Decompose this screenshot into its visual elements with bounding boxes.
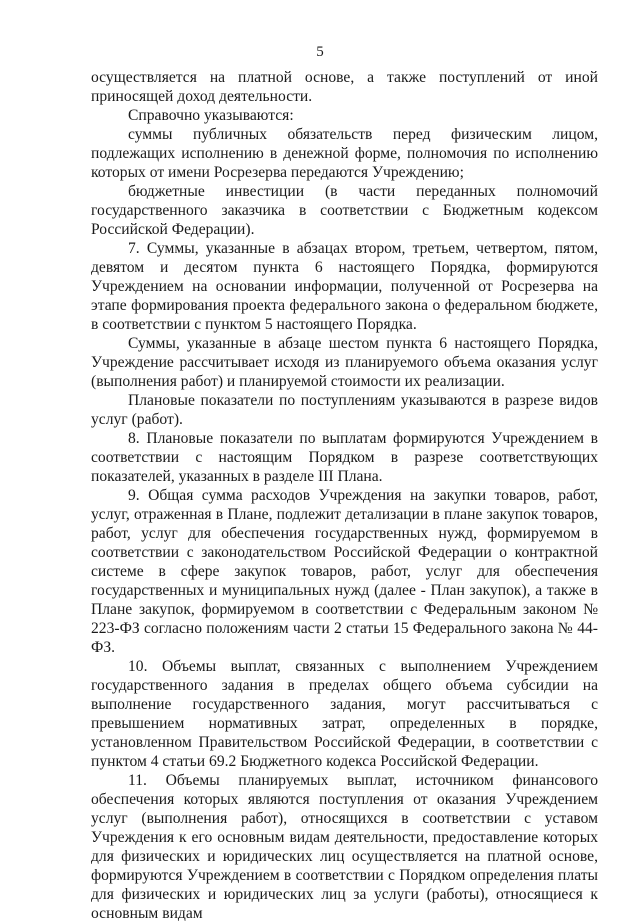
document-body — [91, 68, 598, 923]
page-number: 5 — [316, 44, 324, 60]
paragraph: 8. Плановые показатели по выплатам формируются Учреждением в соответствии с настоящим Порядком в разрезе соответствующих показателей, указанных в разделе III Плана. — [91, 430, 598, 485]
paragraph: 10. Объемы выплат, связанных с выполнением Учреждением государственного задания в пределах общего объема субсидии на выполнение государственного задания, могут рассчитываться с превышением нормативных затрат, определенных в порядке, установленном Правительством Российской Федерации, в соответствии с пунктом 4 статьи 69.2 Бюджетного кодекса Российской Федерации. — [91, 658, 598, 770]
paragraph: 9. Общая сумма расходов Учреждения на закупки товаров, работ, услуг, отраженная в Плане, подлежит детализации в плане закупок товаров, работ, услуг для обеспечения государственных нужд, формируемом в соответствии с законодательством Российской Федерации о контрактной системе в сфере закупок товаров, работ, услуг для обеспечения государственных и муниципальных нужд (далее - План закупок), а также в Плане закупок, формируемом в соответствии с Федеральным законом № 223-ФЗ согласно положениям части 2 статьи 15 Федерального закона № 44-ФЗ. — [91, 487, 598, 656]
paragraph: осуществляется на платной основе, а также поступлений от иной приносящей доход деятельности. — [91, 69, 598, 105]
paragraph: Суммы, указанные в абзаце шестом пункта 6 настоящего Порядка, Учреждение рассчитывает исходя из планируемого объема оказания услуг (выполнения работ) и планируемой стоимости их реализации. — [91, 335, 598, 390]
paragraph: 11. Объемы планируемых выплат, источником финансового обеспечения которых являются поступления от оказания Учреждением услуг (выполнения работ), относящихся в соответствии с уставом Учреждения к его основным видам деятельности, предоставление которых для физических и юридических лиц осуществляется на платной основе, формируются Учреждением в соответствии с Порядком определения платы для физических и юридических лиц за услуги (работы), относящиеся к основным видам — [91, 772, 598, 922]
paragraph: Плановые показатели по поступлениям указываются в разрезе видов услуг (работ). — [91, 392, 598, 428]
paragraph: бюджетные инвестиции (в части переданных полномочий государственного заказчика в соответствии с Бюджетным кодексом Российской Федерации). — [91, 183, 598, 238]
paragraph: Справочно указываются: — [128, 107, 294, 124]
paragraph: суммы публичных обязательств перед физическим лицом, подлежащих исполнению в денежной форме, полномочия по исполнению которых от имени Росрезерва передаются Учреждению; — [91, 126, 598, 181]
paragraph: 7. Суммы, указанные в абзацах втором, третьем, четвертом, пятом, девятом и десятом пункта 6 настоящего Порядка, формируются Учреждением на основании информации, полученной от Росрезерва на этапе формирования проекта федерального закона о федеральном бюджете, в соответствии с пунктом 5 настоящего Порядка. — [91, 240, 598, 333]
